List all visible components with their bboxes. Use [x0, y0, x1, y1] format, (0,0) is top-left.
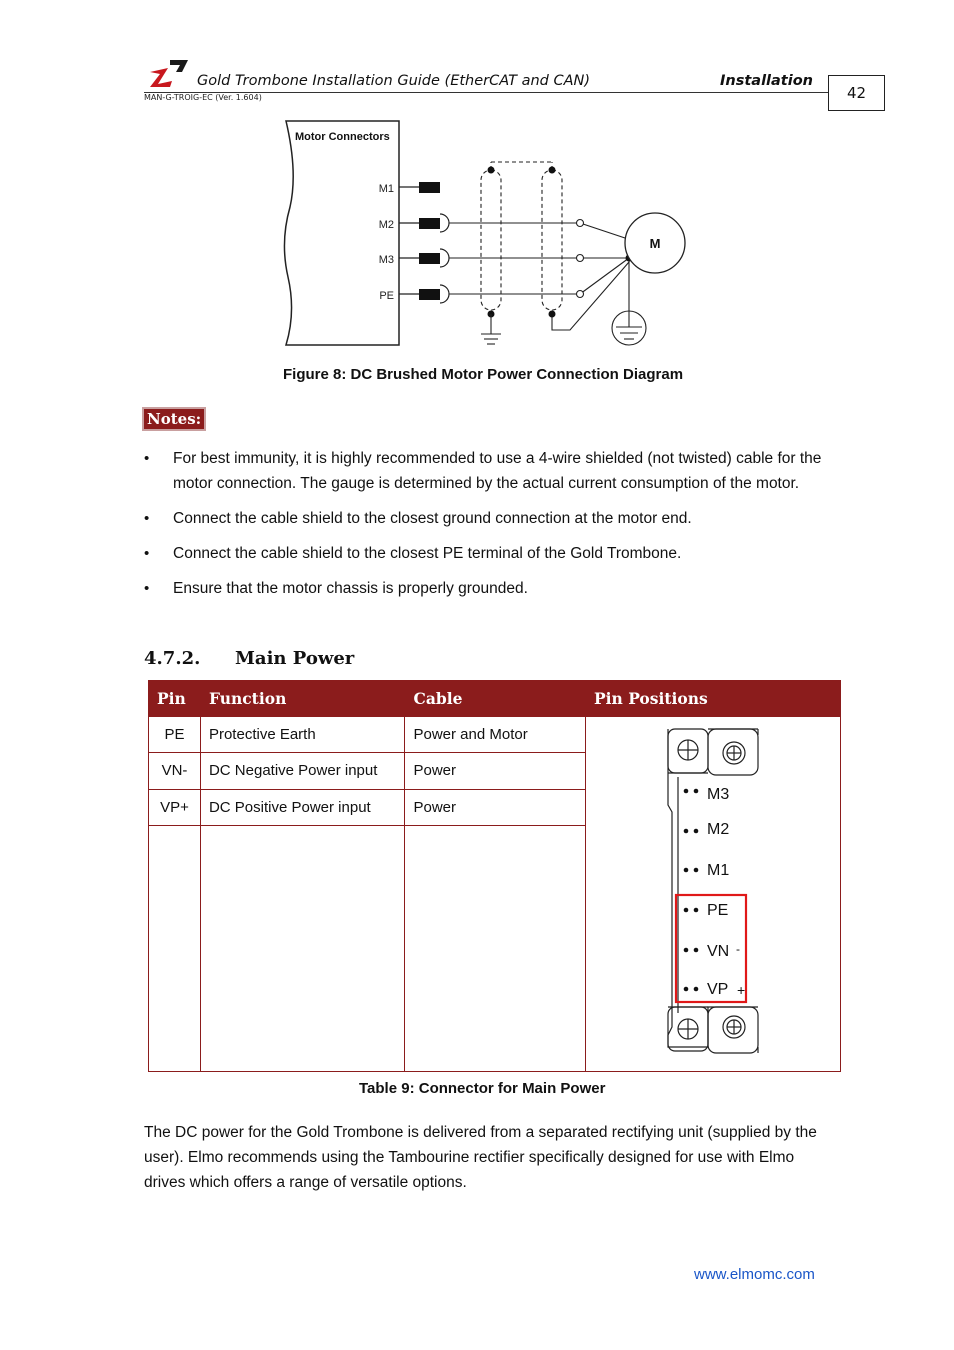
terminal-block-pe: [419, 289, 440, 300]
terminal-label-m3: M3: [378, 254, 394, 266]
drive-panel: [284, 121, 399, 345]
terminal-block-m3: [419, 253, 440, 264]
terminal-block-m1: [419, 182, 440, 193]
panel-label: Motor Connectors: [295, 131, 390, 143]
terminal-label-m1: M1: [378, 183, 394, 195]
terminal-label-m2: M2: [378, 219, 394, 231]
pin-cell: VP+: [149, 789, 201, 825]
table-caption: Table 9: Connector for Main Power: [359, 1080, 606, 1097]
section-title: Main Power: [235, 648, 355, 669]
pin-cell: VN-: [149, 753, 201, 789]
empty-cell: [200, 825, 405, 1071]
list-item: • Connect the cable shield to the closest ground connection at the motor end.: [144, 506, 824, 531]
pin-label-m1: M1: [706, 862, 730, 879]
table-header-row: [149, 681, 841, 717]
empty-cell: [149, 825, 201, 1071]
list-item: • Ensure that the motor chassis is properly grounded.: [144, 576, 824, 601]
pin-sign-plus: +: [736, 982, 746, 998]
function-cell: Protective Earth: [200, 717, 405, 753]
document-title: Gold Trombone Installation Guide (EtherCAT and CAN): [197, 73, 591, 89]
pin-label-vn: VN: [706, 943, 730, 960]
pin-positions-cell: [585, 717, 840, 1072]
elmo-logo: [148, 58, 190, 88]
list-item: • Connect the cable shield to the closest PE terminal of the Gold Trombone.: [144, 541, 824, 566]
footer-link[interactable]: www.elmomc.com: [694, 1266, 815, 1283]
column-header-cable: Cable: [405, 681, 586, 717]
connector-table: [148, 680, 841, 1072]
table-row: [149, 717, 841, 753]
connector-pinout-drawing: [586, 717, 840, 1067]
pin-label-vp: VP: [706, 981, 729, 998]
terminal-label-pe: PE: [379, 290, 394, 302]
column-header-pin: Pin: [149, 681, 201, 717]
cable-cell: Power: [405, 789, 586, 825]
pin-sign-minus: -: [735, 942, 740, 956]
cable-cell: Power: [405, 753, 586, 789]
motor-label: M: [649, 236, 661, 251]
page-number: 42: [828, 75, 885, 111]
notes-list: [144, 446, 824, 611]
pin-label-m2: M2: [706, 821, 730, 838]
pin-label-pe: PE: [706, 902, 729, 919]
document-id: MAN-G-TROIG-EC (Ver. 1.604): [144, 93, 262, 102]
pin-label-m3: M3: [706, 786, 730, 803]
column-header-function: Function: [200, 681, 405, 717]
cable-cell: Power and Motor: [405, 717, 586, 753]
figure-caption: Figure 8: DC Brushed Motor Power Connection Diagram: [283, 366, 684, 383]
function-cell: DC Positive Power input: [200, 789, 405, 825]
pin-cell: PE: [149, 717, 201, 753]
motor-connection-diagram: [270, 112, 690, 352]
ground-symbol: [481, 314, 501, 344]
list-item: • For best immunity, it is highly recommended to use a 4-wire shielded (not twisted) cable for the motor connection. The gauge is determined by the actual current consumption of the motor.: [144, 446, 824, 496]
terminal-block-m2: [419, 218, 440, 229]
body-paragraph: The DC power for the Gold Trombone is delivered from a separated rectifying unit (supplied by the user). Elmo recommends using the Tambourine rectifier specifically designed for use with Elmo drives which offers a range of versatile options.: [144, 1124, 817, 1191]
notes-label: Notes:: [144, 409, 204, 429]
column-header-pin-positions: Pin Positions: [585, 681, 840, 717]
function-cell: DC Negative Power input: [200, 753, 405, 789]
empty-cell: [405, 825, 586, 1071]
section-number: 4.7.2.: [144, 648, 201, 669]
cable-shield: [481, 162, 562, 310]
header-section: Installation: [720, 73, 813, 89]
